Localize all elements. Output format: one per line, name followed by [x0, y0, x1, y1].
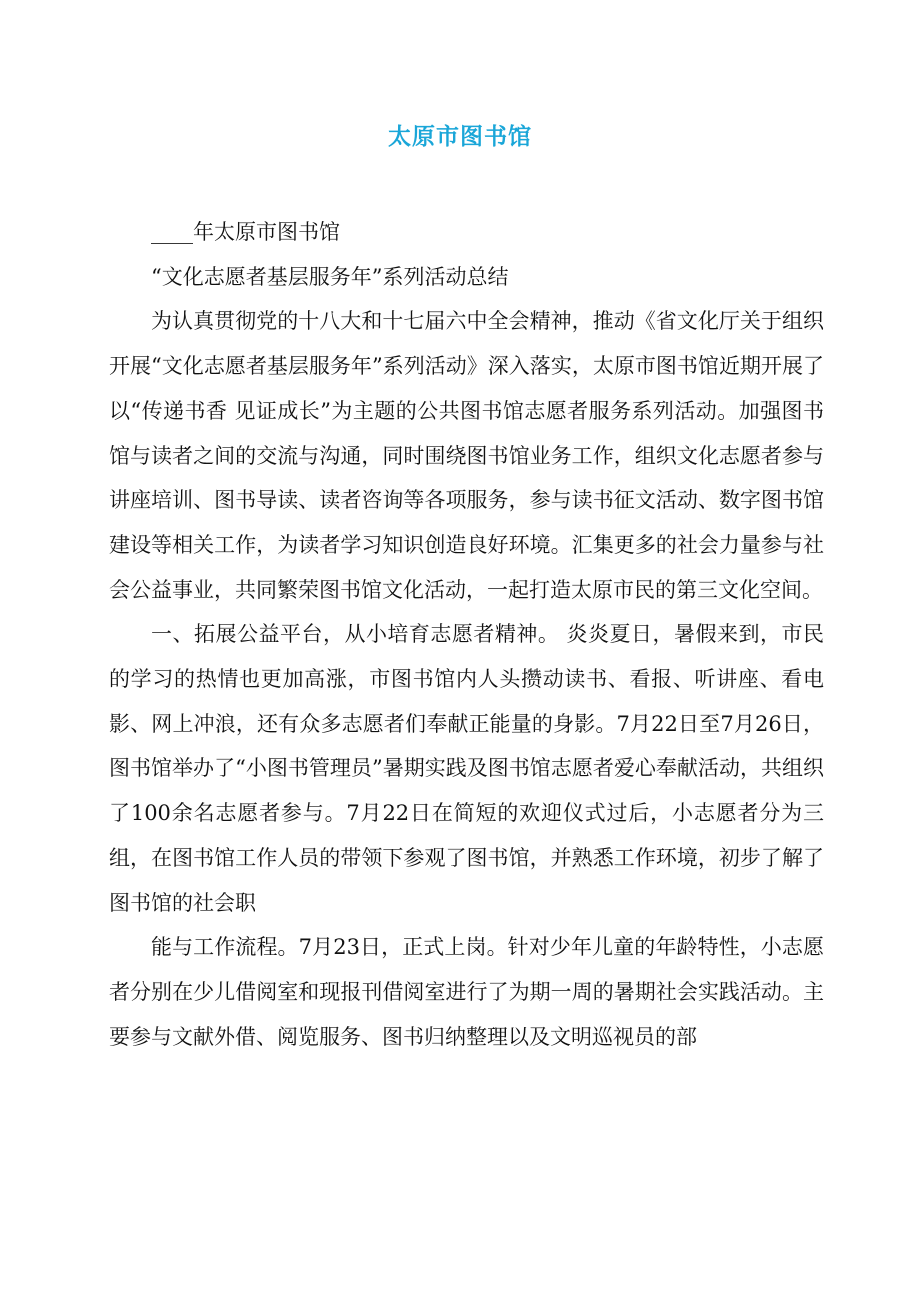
paragraph-intro: 为认真贯彻党的十八大和十七届六中全会精神，推动《省文化厅关于组织开展“文化志愿者基层服务年”系列活动》深入落实，太原市图书馆近期开展了以“传递书香 见证成长”为主题的公共图书馆志愿者服务系列活动。加强图书馆与读者之间的交流与沟通，同时围绕图书馆业务工作，组织文化志愿者参与讲座培训、图书导读、读者咨询等各项服务，参与读书征文活动、数字图书馆建设等相关工作，为读者学习知识创造良好环境。汇集更多的社会力量参与社会公益事业，共同繁荣图书馆文化活动，一起打造太原市民的第三文化空间。	[109, 309, 824, 602]
document-title: 太原市图书馆	[388, 124, 532, 150]
subtitle-activity-line: “文化志愿者基层服务年”系列活动总结	[151, 264, 509, 289]
paragraph-section-one: 一、拓展公益平台，从小培育志愿者精神。 炎炎夏日，暑假来到，市民的学习的热情也更加高涨，市图书馆内人头攒动读书、看报、听讲座、看电影、网上冲浪，还有众多志愿者们奉献正能量的身影。7月22日至7月26日，图书馆举办了“小图书管理员”暑期实践及图书馆志愿者爱心奉献活动，共组织了100余名志愿者参与。7月22日在简短的欢迎仪式过后，小志愿者分为三组，在图书馆工作人员的带领下参观了图书馆，并熟悉工作环境，初步了解了图书馆的社会职	[109, 622, 824, 915]
paragraph-continuation: 能与工作流程。7月23日，正式上岗。针对少年儿童的年龄特性，小志愿者分别在少儿借阅室和现报刊借阅室进行了为期一周的暑期社会实践活动。主要参与文献外借、阅览服务、图书归纳整理以及文明巡视员的部	[109, 935, 824, 1049]
subtitle-year-line: ____年太原市图书馆	[151, 220, 340, 244]
document-body	[109, 210, 824, 1059]
